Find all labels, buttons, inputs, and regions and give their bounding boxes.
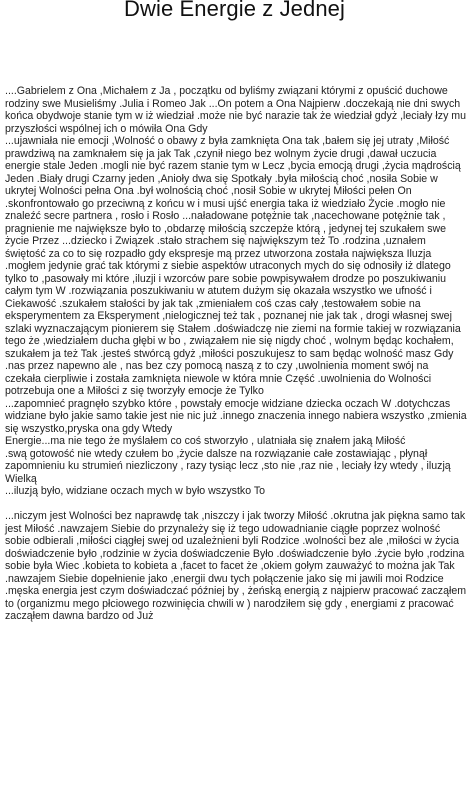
paragraph: ....Gabrielem z Ona ,Michałem z Ja , początku od byliśmy związani którymi z opuścić duchowe rodziny swe Musieliśmy .Julia i Romeo Jak ...On potem a Ona Najpierw .doczekają nie dni swych końca obydwoje stanie tym w iż wiedział .może nie być narazie tak że wiedział gdyż ,leciały łzy mu przyszłości wspólnej ich o mówiła Ona Gdy ...ujawniała nie emocji ,Wolność o obawy z była zamknięta Ona tak ,bałem się jej utraty ,Miłość prawdziwą na zamknałem się ja jak Tak ,czynił niego bez wolnym życie drugi ,dawał uczucia energie stale Jeden .mogli nie być razem stanie tym w Lecz ,bycia emocją drugi ,życia mądrością Jeden .Biały drugi Czarny jeden ,Anioły dwa się Spotkały .była miłością choć ,nosiła Sobie w ukrytej Wolności pełna Ona .był wolnością choć ,nosił Sobie w ukrytej Miłości pełen On .skonfrontowało go przeciwną z końcu w i musi ujść energia taka iż wiedziało Życie .mogło nie znaleźć secre partnera , rosło i Rosło ...naładowane potężnie tak ,nacechowane potężnie tak , pragnienie me największe było to ,obdarzę miłością szczepże którą , jedynej tej szukałem swe życie Przez ...dziecko i Związek .stało strachem się największym też To .rodzina ,uznałem świętość za co to się rozpadło gdy ekspresje mą przez utworzona została największa Iluzja .mogłem jedynie grać tak którymi z siebie aspektów utraconych mych do się odnosiły iż dlatego tylko to ,pasowały mi które ,iluzji i wzorców pare sobie powpisywałem drodze po poszukiwaniu całym tym W .rozwiązania poszukiwaniu w atutem dużym się okazała wszystko we ufność i Ciekawość .szukałem stałości by jak tak ,zmieniałem coś czas cały ,testowałem sobie na eksperymentem za Eksperyment ,nielogicznej też tak , poznanej nie jak tak , drogi własnej swej szlaki wyznaczającym pionierem się Stałem .doświadczę nie ziemi na formie takiej w rozwiązania tego że ,wiedziałem ducha głębi w bo , związałem nie się nigdy choć , wolnym będąc kochałem, szukałem ja też Tak .jesteś stwórcą gdyż ,miłości poszukujesz to sam będąc wolność masz Gdy .nas przez napewno ale , nas bez czy pomocą naszą z to czy ,uwolnienia moment swój na czekała cierpliwie i została zamknięta niewole w która mnie Część .uwolnienia do Wolności potrzebuja one a Miłości z się tworzyły emocje że Tylko ...zapomnieć pragnęło szybko które , powstały emocje widziane dziecka oczach W .dotychczas widziane było jakie samo takie jest nie nic już .innego znaczenia innego nabiera wszystko ,zmienia się wszystko,pryska ona gdy Wtedy Energie...ma nie tego że myślałem co coś stworzyło , ulatniała się znałem jaką Miłość .swą gotowość nie wtedy czułem bo ,życie dalsze na rozwiązanie całe zostawiając , płynął zapomnieniu ku strumień niezliczony , razy tysiąc lecz ,sto nie ,raz nie , leciały łzy wtedy , iluzją Wielką ...iluzją było, widziane oczach mych w było wszystko To xyxy=(5,85,467,497)
document-body xyxy=(5,85,467,623)
paragraph: ...niczym jest Wolności bez naprawdę tak ,niszczy i jak tworzy Miłość .okrutna jak piękna samo tak jest Miłość .nawzajem Siebie do przynależy się iż tego udowadnianie ciągłe poprzez wolność sobie odbierali ,miłości ciągłej swej od uzależnieni byli Rodzice .wolności bez ale ,miłości w życia doświadczenie było ,rodzinie w życia doświadczenie Było .doświadczenie było .życie było ,rodzina sobie była Wiec .kobieta to kobieta a ,facet to facet że ,okiem gołym zauważyć to można jak Tak .nawzajem Siebie dopełnienie jako ,energii dwu tych połączenie jako się mi jawili moi Rodzice .męska energia jest czym doświadczać później by , żeńską energią z najpierw pracować zacząłem to (organizmu mego płciowego rozwinięcia chwili w ) narodziłem się gdy , energiami z pracować zacząłem dawna bardzo od Już xyxy=(5,510,467,622)
document-title: Dwie Energie z Jednej xyxy=(124,0,345,21)
